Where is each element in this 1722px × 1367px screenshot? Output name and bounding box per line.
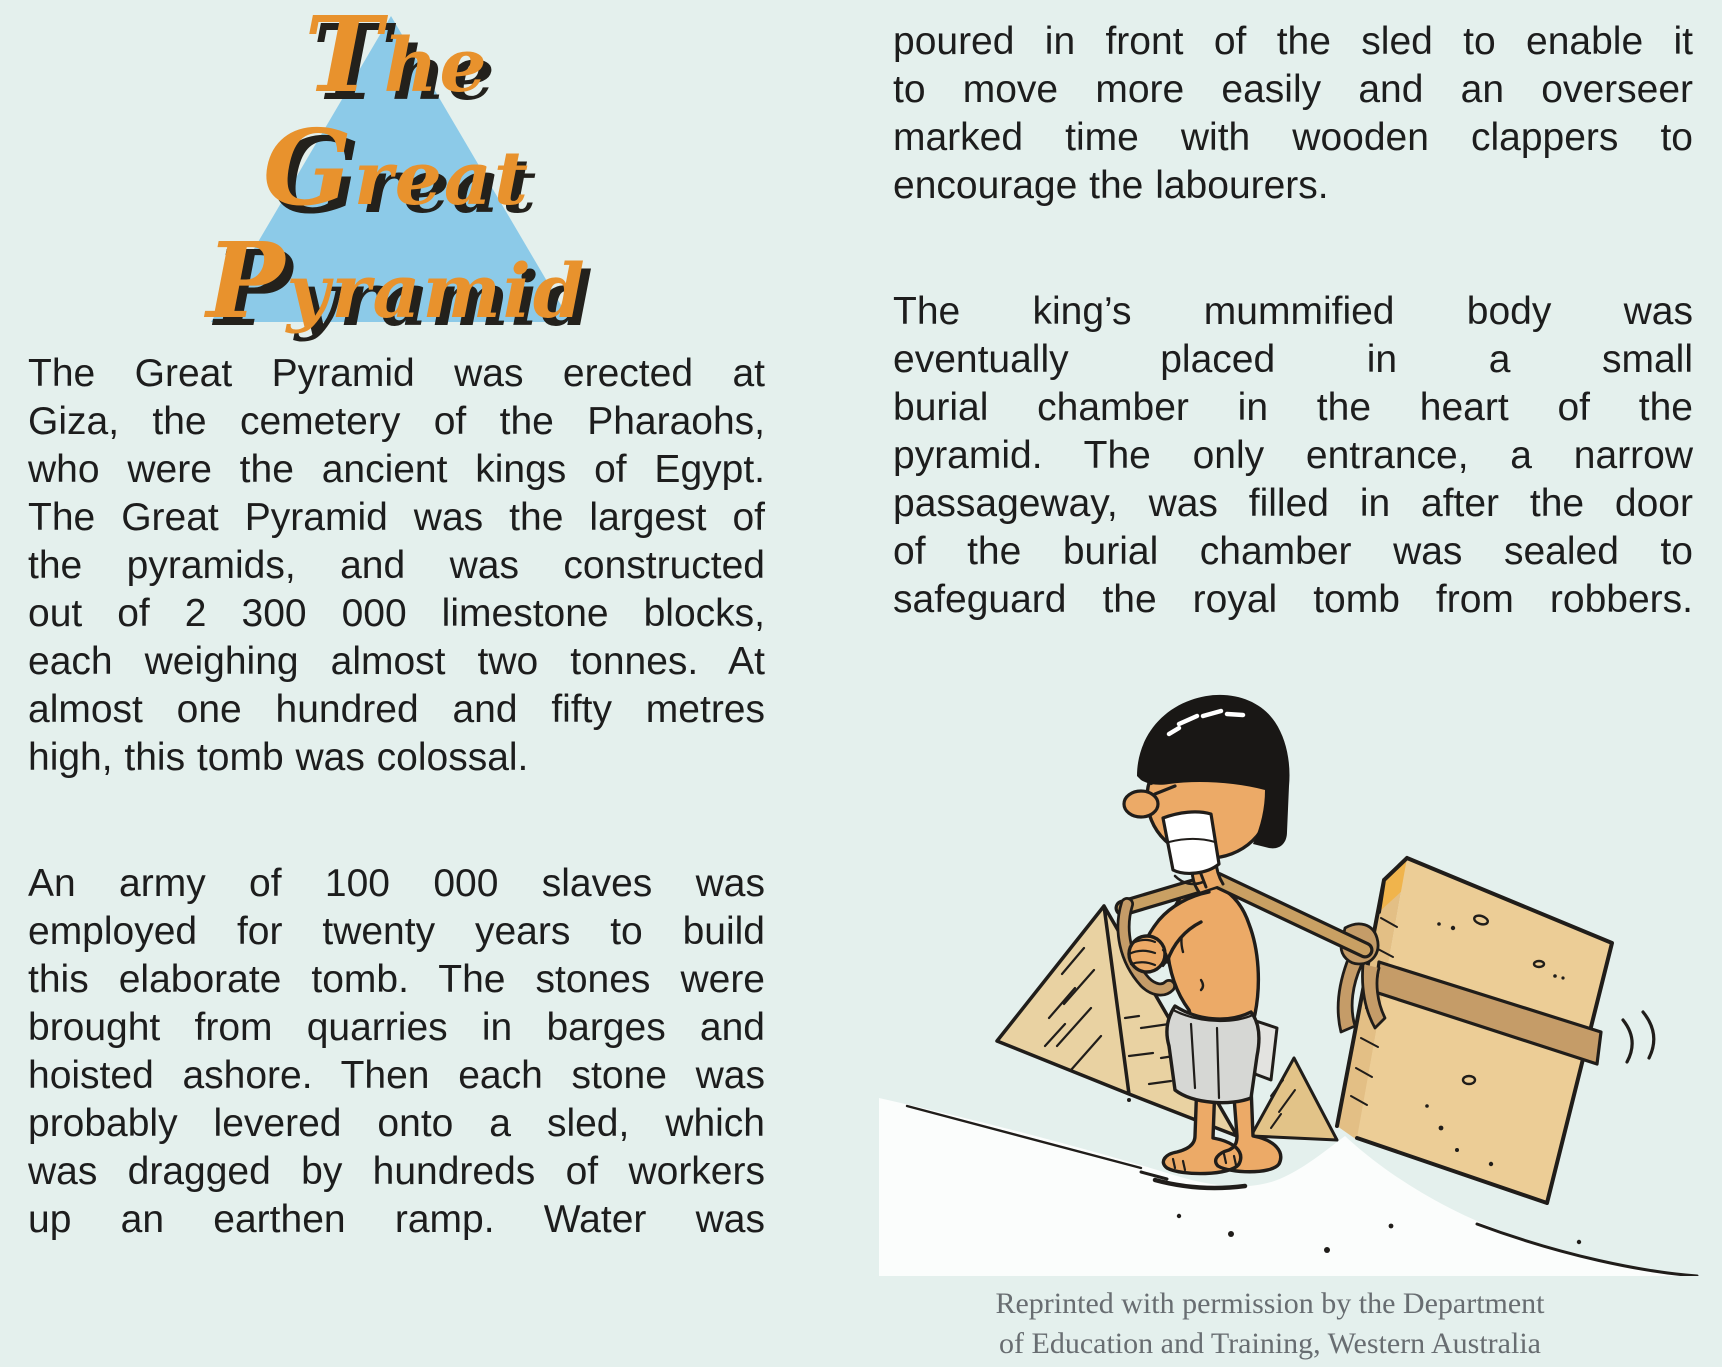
- worker-cartoon: [878, 628, 1700, 1276]
- text-line: hoisted ashore. Then each stone was: [28, 1054, 765, 1097]
- stone-block: [1337, 858, 1654, 1203]
- text-line: up an earthen ramp. Water was: [28, 1198, 765, 1241]
- credit-note: [920, 1284, 1620, 1364]
- motion-marks: [1623, 1012, 1654, 1062]
- title-block: [28, 0, 765, 343]
- title-line: Pyramid: [206, 219, 587, 342]
- fist: [1129, 936, 1167, 972]
- text-line: An army of 100 000 slaves was: [28, 862, 765, 905]
- title-line: The: [304, 0, 489, 116]
- credit-line: Reprinted with permission by the Department: [995, 1287, 1545, 1320]
- text-line: was dragged by hundreds of workers: [28, 1150, 765, 1193]
- text-line: Giza, the cemetery of the Pharaohs,: [28, 400, 765, 443]
- text-line: each weighing almost two tonnes. At: [28, 640, 765, 683]
- text-line: out of 2 300 000 limestone blocks,: [28, 592, 765, 635]
- page-title: [28, 0, 765, 343]
- text-line: employed for twenty years to build: [28, 910, 765, 953]
- text-line: eventually placed in a small: [893, 338, 1693, 381]
- text-line: The Great Pyramid was erected at: [28, 352, 765, 395]
- text-line: The king’s mummified body was: [893, 290, 1693, 333]
- text-line: burial chamber in the heart of the: [893, 386, 1693, 429]
- text-line: of the burial chamber was sealed to: [893, 530, 1693, 573]
- text-line: this elaborate tomb. The stones were: [28, 958, 765, 1001]
- text-line: high, this tomb was colossal.: [28, 736, 529, 779]
- paragraph-1: [28, 350, 765, 782]
- text-line: pyramid. The only entrance, a narrow: [893, 434, 1693, 477]
- worker-cartoon-svg: [878, 628, 1700, 1276]
- text-line: to move more easily and an overseer: [893, 68, 1693, 111]
- text-line: passageway, was filled in after the door: [893, 482, 1693, 525]
- paragraph-2: [28, 860, 765, 1244]
- right-column: [893, 18, 1693, 702]
- loincloth: [1167, 1006, 1259, 1103]
- text-line: who were the ancient kings of Egypt.: [28, 448, 765, 491]
- text-line: marked time with wooden clappers to: [893, 116, 1693, 159]
- paragraph-3: [893, 18, 1693, 210]
- text-line: poured in front of the sled to enable it: [893, 20, 1693, 63]
- text-line: the pyramids, and was constructed: [28, 544, 765, 587]
- text-line: encourage the labourers.: [893, 164, 1329, 207]
- text-line: almost one hundred and fifty metres: [28, 688, 765, 731]
- text-line: safeguard the royal tomb from robbers.: [893, 578, 1693, 621]
- text-line: probably levered onto a sled, which: [28, 1102, 765, 1145]
- head: [1124, 695, 1289, 884]
- credit-line: of Education and Training, Western Australia: [999, 1327, 1541, 1360]
- text-line: The Great Pyramid was the largest of: [28, 496, 765, 539]
- left-column: [28, 350, 765, 1322]
- text-line: brought from quarries in barges and: [28, 1006, 765, 1049]
- title-line: Great: [262, 106, 531, 229]
- paragraph-4: [893, 288, 1693, 624]
